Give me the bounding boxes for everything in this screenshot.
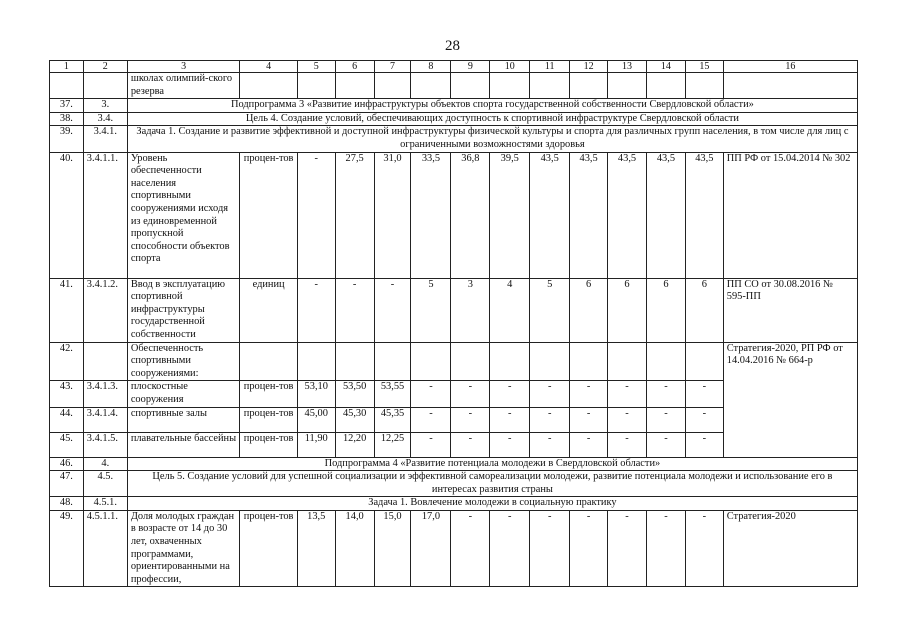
- table-row: [50, 99, 858, 113]
- value-cell: -: [646, 381, 685, 407]
- value-cell: 5: [530, 278, 570, 342]
- value-cell: -: [685, 407, 723, 432]
- value-cell: 43,5: [608, 152, 647, 278]
- value-cell: 43,5: [530, 152, 570, 278]
- value-cell: 43,5: [646, 152, 685, 278]
- row-number: 47.: [50, 471, 84, 497]
- header-cell: 3: [127, 61, 240, 73]
- value-cell: -: [490, 381, 530, 407]
- row-code: 3.4.1.1.: [83, 152, 127, 278]
- value-cell: 31,0: [374, 152, 411, 278]
- header-cell: 7: [374, 61, 411, 73]
- table-row: [50, 510, 858, 587]
- value-cell: 12,25: [374, 432, 411, 457]
- value-cell: 6: [646, 278, 685, 342]
- value-cell: 45,35: [374, 407, 411, 432]
- value-cell: -: [490, 407, 530, 432]
- value-cell: -: [490, 432, 530, 457]
- value-cell: 53,50: [335, 381, 374, 407]
- row-number: 48.: [50, 497, 84, 511]
- header-cell: 1: [50, 61, 84, 73]
- table-row: [50, 152, 858, 278]
- table-row: [50, 126, 858, 152]
- value-cell: 27,5: [335, 152, 374, 278]
- value-cell: 13,5: [297, 510, 335, 587]
- header-cell: 10: [490, 61, 530, 73]
- row-code: 3.4.: [83, 112, 127, 126]
- value-cell: 43,5: [685, 152, 723, 278]
- row-code: 4.5.1.: [83, 497, 127, 511]
- value-cell: 4: [490, 278, 530, 342]
- value-cell: 5: [411, 278, 451, 342]
- row-number: 40.: [50, 152, 84, 278]
- value-cell: 12,20: [335, 432, 374, 457]
- value-cell: -: [451, 381, 490, 407]
- row-number: 49.: [50, 510, 84, 587]
- indicator-name: плавательные бассейны: [127, 432, 240, 457]
- value-cell: 6: [685, 278, 723, 342]
- subprogram-title: Подпрограмма 4 «Развитие потенциала молодежи в Свердловской области»: [127, 457, 857, 471]
- row-code: 3.4.1.3.: [83, 381, 127, 407]
- value-cell: 17,0: [411, 510, 451, 587]
- task-title: Задача 1. Вовлечение молодежи в социальную практику: [127, 497, 857, 511]
- header-cell: 15: [685, 61, 723, 73]
- row-number: 43.: [50, 381, 84, 407]
- header-row: [50, 61, 858, 73]
- value-cell: -: [530, 432, 570, 457]
- value-cell: -: [374, 278, 411, 342]
- unit: процен-тов: [240, 407, 297, 432]
- value-cell: -: [411, 381, 451, 407]
- value-cell: -: [685, 510, 723, 587]
- unit: процен-тов: [240, 510, 297, 587]
- unit: процен-тов: [240, 381, 297, 407]
- header-cell: 16: [723, 61, 857, 73]
- row-code: 3.4.1.2.: [83, 278, 127, 342]
- value-cell: -: [451, 510, 490, 587]
- row-code: 3.4.1.5.: [83, 432, 127, 457]
- value-cell: -: [646, 407, 685, 432]
- header-cell: 12: [570, 61, 608, 73]
- value-cell: 11,90: [297, 432, 335, 457]
- table-row: [50, 73, 858, 99]
- value-cell: 36,8: [451, 152, 490, 278]
- value-cell: 43,5: [570, 152, 608, 278]
- value-cell: 14,0: [335, 510, 374, 587]
- table-row: [50, 342, 858, 381]
- row-code: 3.4.1.: [83, 126, 127, 152]
- value-cell: -: [411, 432, 451, 457]
- value-cell: -: [297, 152, 335, 278]
- value-cell: 3: [451, 278, 490, 342]
- indicators-table: [49, 60, 858, 587]
- value-cell: -: [570, 407, 608, 432]
- row-number: 39.: [50, 126, 84, 152]
- value-cell: -: [335, 278, 374, 342]
- value-cell: 39,5: [490, 152, 530, 278]
- indicator-name: школах олимпий-ского резерва: [127, 73, 240, 99]
- value-cell: -: [685, 381, 723, 407]
- basis-note: Стратегия-2020, РП РФ от 14.04.2016 № 664-р: [723, 342, 857, 457]
- value-cell: -: [411, 407, 451, 432]
- value-cell: -: [451, 407, 490, 432]
- table-row: [50, 278, 858, 342]
- page-number: 28: [445, 38, 460, 54]
- row-number: 45.: [50, 432, 84, 457]
- row-number: 38.: [50, 112, 84, 126]
- value-cell: 6: [570, 278, 608, 342]
- value-cell: -: [297, 278, 335, 342]
- indicator-name: Доля молодых граждан в возрасте от 14 до 30 лет, охваченных программами, ориентированными на профессии,: [127, 510, 240, 587]
- indicator-name: спортивные залы: [127, 407, 240, 432]
- header-cell: 6: [335, 61, 374, 73]
- value-cell: -: [608, 510, 647, 587]
- indicator-name: Ввод в эксплуатацию спортивной инфраструктуры государственной собственности: [127, 278, 240, 342]
- table-row: [50, 457, 858, 471]
- subprogram-title: Подпрограмма 3 «Развитие инфраструктуры объектов спорта государственной собственности Свердловской области»: [127, 99, 857, 113]
- row-code: 4.5.: [83, 471, 127, 497]
- indicator-name: Обеспеченность спортивными сооружениями:: [127, 342, 240, 381]
- value-cell: -: [646, 432, 685, 457]
- value-cell: -: [451, 432, 490, 457]
- unit: единиц: [240, 278, 297, 342]
- value-cell: -: [530, 510, 570, 587]
- value-cell: -: [490, 510, 530, 587]
- value-cell: -: [685, 432, 723, 457]
- goal-title: Цель 5. Создание условий для успешной социализации и эффективной самореализации молодежи, развитие потенциала молодежи и использование его в интересах развития страны: [127, 471, 857, 497]
- row-code: 4.: [83, 457, 127, 471]
- unit: процен-тов: [240, 432, 297, 457]
- value-cell: -: [608, 381, 647, 407]
- basis-note: ПП РФ от 15.04.2014 № 302: [723, 152, 857, 278]
- value-cell: -: [608, 407, 647, 432]
- header-cell: 14: [646, 61, 685, 73]
- value-cell: -: [570, 381, 608, 407]
- value-cell: -: [530, 381, 570, 407]
- header-cell: 13: [608, 61, 647, 73]
- header-cell: 9: [451, 61, 490, 73]
- task-title: Задача 1. Создание и развитие эффективной и доступной инфраструктуры физической культуры и спорта для различных групп населения, в том числе для лиц с ограниченными возможностями здоровья: [127, 126, 857, 152]
- value-cell: -: [646, 510, 685, 587]
- table-row: [50, 471, 858, 497]
- row-code: 3.4.1.4.: [83, 407, 127, 432]
- row-number: 46.: [50, 457, 84, 471]
- header-cell: 4: [240, 61, 297, 73]
- unit: процен-тов: [240, 152, 297, 278]
- indicator-name: плоскостные сооружения: [127, 381, 240, 407]
- row-code: 4.5.1.1.: [83, 510, 127, 587]
- header-cell: 8: [411, 61, 451, 73]
- value-cell: -: [570, 510, 608, 587]
- value-cell: 53,55: [374, 381, 411, 407]
- value-cell: -: [530, 407, 570, 432]
- value-cell: 33,5: [411, 152, 451, 278]
- goal-title: Цель 4. Создание условий, обеспечивающих доступность к спортивной инфраструктуре Свердловской области: [127, 112, 857, 126]
- value-cell: -: [570, 432, 608, 457]
- header-cell: 2: [83, 61, 127, 73]
- value-cell: 45,00: [297, 407, 335, 432]
- indicator-name: Уровень обеспеченности населения спортивными сооружениями исходя из единовременной пропускной способности объектов спорта: [127, 152, 240, 278]
- row-number: 41.: [50, 278, 84, 342]
- header-cell: 11: [530, 61, 570, 73]
- table-row: [50, 112, 858, 126]
- table-row: [50, 497, 858, 511]
- row-code: 3.: [83, 99, 127, 113]
- row-number: 44.: [50, 407, 84, 432]
- row-number: 42.: [50, 342, 84, 381]
- value-cell: 6: [608, 278, 647, 342]
- header-cell: 5: [297, 61, 335, 73]
- value-cell: 53,10: [297, 381, 335, 407]
- value-cell: 15,0: [374, 510, 411, 587]
- basis-note: ПП СО от 30.08.2016 № 595-ПП: [723, 278, 857, 342]
- value-cell: -: [608, 432, 647, 457]
- basis-note: Стратегия-2020: [723, 510, 857, 587]
- value-cell: 45,30: [335, 407, 374, 432]
- row-number: 37.: [50, 99, 84, 113]
